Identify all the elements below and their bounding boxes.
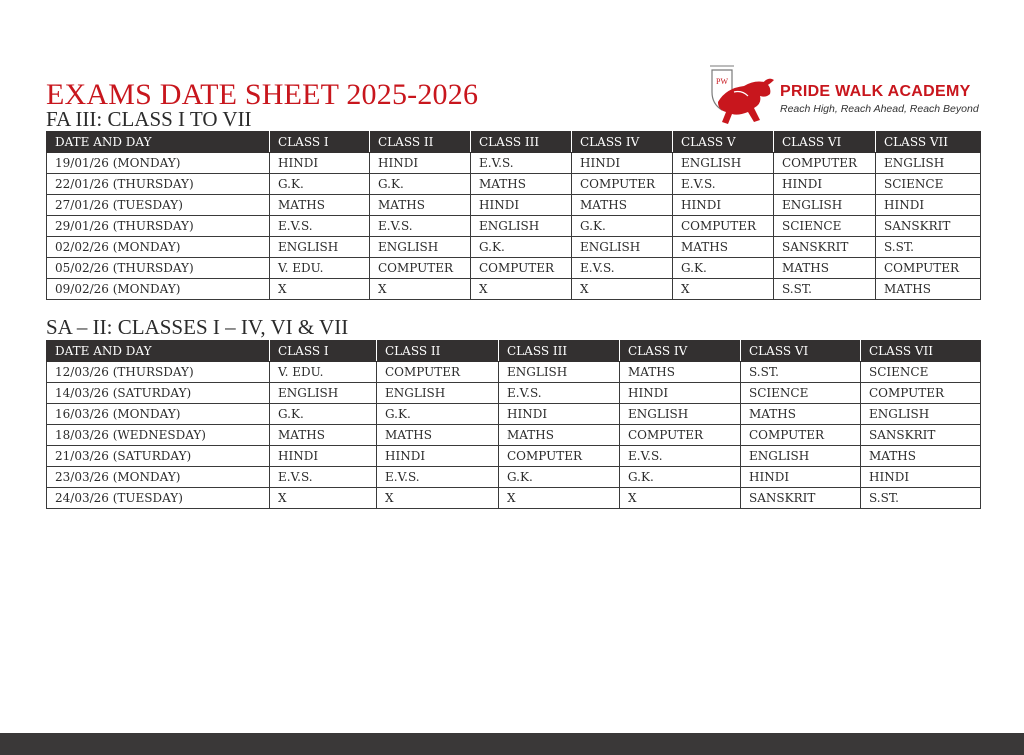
subject-cell: X: [499, 488, 620, 509]
column-header: CLASS II: [377, 341, 499, 362]
subject-cell: G.K.: [270, 404, 377, 425]
date-cell: 12/03/26 (THURSDAY): [47, 362, 270, 383]
date-cell: 27/01/26 (TUESDAY): [47, 195, 270, 216]
subject-cell: SANSKRIT: [741, 488, 861, 509]
subject-cell: COMPUTER: [377, 362, 499, 383]
subject-cell: X: [370, 279, 471, 300]
subject-cell: X: [270, 279, 370, 300]
fa3-section-title: FA III: CLASS I TO VII: [46, 107, 252, 131]
subject-cell: COMPUTER: [861, 383, 981, 404]
subject-cell: ENGLISH: [861, 404, 981, 425]
logo-monogram: PW: [716, 77, 728, 86]
subject-cell: MATHS: [861, 446, 981, 467]
subject-cell: SCIENCE: [861, 362, 981, 383]
subject-cell: G.K.: [673, 258, 774, 279]
sa2-header-row: [47, 341, 981, 362]
fa3-date-sheet-table: [46, 131, 981, 300]
subject-cell: X: [673, 279, 774, 300]
table-row: [47, 404, 981, 425]
subject-cell: MATHS: [673, 237, 774, 258]
subject-cell: G.K.: [471, 237, 572, 258]
subject-cell: E.V.S.: [572, 258, 673, 279]
subject-cell: ENGLISH: [774, 195, 876, 216]
school-tagline: Reach High, Reach Ahead, Reach Beyond: [780, 103, 979, 115]
sa2-section-title: SA – II: CLASSES I – IV, VI & VII: [46, 315, 349, 339]
date-cell: 09/02/26 (MONDAY): [47, 279, 270, 300]
subject-cell: SCIENCE: [741, 383, 861, 404]
subject-cell: E.V.S.: [270, 467, 377, 488]
column-header: CLASS II: [370, 132, 471, 153]
lion-crest-icon: [704, 62, 776, 130]
subject-cell: G.K.: [620, 467, 741, 488]
subject-cell: HINDI: [673, 195, 774, 216]
subject-cell: E.V.S.: [270, 216, 370, 237]
subject-cell: HINDI: [876, 195, 981, 216]
subject-cell: ENGLISH: [876, 153, 981, 174]
subject-cell: HINDI: [270, 153, 370, 174]
subject-cell: ENGLISH: [741, 446, 861, 467]
subject-cell: X: [620, 488, 741, 509]
subject-cell: HINDI: [377, 446, 499, 467]
column-header: CLASS VI: [774, 132, 876, 153]
table-row: [47, 488, 981, 509]
table-row: [47, 362, 981, 383]
date-cell: 05/02/26 (THURSDAY): [47, 258, 270, 279]
subject-cell: COMPUTER: [774, 153, 876, 174]
column-header: DATE AND DAY: [47, 341, 270, 362]
column-header: CLASS I: [270, 132, 370, 153]
subject-cell: G.K.: [572, 216, 673, 237]
subject-cell: COMPUTER: [876, 258, 981, 279]
subject-cell: MATHS: [370, 195, 471, 216]
subject-cell: MATHS: [270, 425, 377, 446]
subject-cell: ENGLISH: [270, 383, 377, 404]
subject-cell: V. EDU.: [270, 362, 377, 383]
subject-cell: COMPUTER: [471, 258, 572, 279]
column-header: CLASS I: [270, 341, 377, 362]
subject-cell: E.V.S.: [471, 153, 572, 174]
subject-cell: HINDI: [499, 404, 620, 425]
table-row: [47, 216, 981, 237]
subject-cell: ENGLISH: [673, 153, 774, 174]
subject-cell: S.ST.: [741, 362, 861, 383]
date-cell: 02/02/26 (MONDAY): [47, 237, 270, 258]
subject-cell: SANSKRIT: [774, 237, 876, 258]
table-row: [47, 425, 981, 446]
subject-cell: COMPUTER: [741, 425, 861, 446]
subject-cell: X: [471, 279, 572, 300]
subject-cell: MATHS: [499, 425, 620, 446]
date-cell: 16/03/26 (MONDAY): [47, 404, 270, 425]
subject-cell: E.V.S.: [620, 446, 741, 467]
subject-cell: HINDI: [471, 195, 572, 216]
subject-cell: COMPUTER: [499, 446, 620, 467]
subject-cell: MATHS: [620, 362, 741, 383]
column-header: CLASS IV: [572, 132, 673, 153]
fa3-header-row: [47, 132, 981, 153]
date-cell: 14/03/26 (SATURDAY): [47, 383, 270, 404]
footer-bar: [0, 733, 1024, 755]
sa2-date-sheet-table: [46, 340, 981, 509]
subject-cell: HINDI: [572, 153, 673, 174]
subject-cell: COMPUTER: [370, 258, 471, 279]
subject-cell: MATHS: [741, 404, 861, 425]
subject-cell: MATHS: [270, 195, 370, 216]
page-title: EXAMS DATE SHEET 2025-2026: [46, 78, 479, 111]
subject-cell: S.ST.: [861, 488, 981, 509]
subject-cell: SCIENCE: [774, 216, 876, 237]
table-row: [47, 174, 981, 195]
subject-cell: COMPUTER: [572, 174, 673, 195]
table-row: [47, 195, 981, 216]
subject-cell: ENGLISH: [572, 237, 673, 258]
table-row: [47, 467, 981, 488]
subject-cell: ENGLISH: [377, 383, 499, 404]
subject-cell: E.V.S.: [499, 383, 620, 404]
subject-cell: E.V.S.: [377, 467, 499, 488]
subject-cell: ENGLISH: [370, 237, 471, 258]
school-name: PRIDE WALK ACADEMY: [780, 83, 971, 100]
subject-cell: G.K.: [377, 404, 499, 425]
table-row: [47, 153, 981, 174]
subject-cell: V. EDU.: [270, 258, 370, 279]
subject-cell: HINDI: [774, 174, 876, 195]
date-cell: 23/03/26 (MONDAY): [47, 467, 270, 488]
column-header: CLASS VII: [861, 341, 981, 362]
subject-cell: HINDI: [370, 153, 471, 174]
subject-cell: X: [572, 279, 673, 300]
column-header: CLASS III: [471, 132, 572, 153]
subject-cell: SANSKRIT: [861, 425, 981, 446]
subject-cell: ENGLISH: [499, 362, 620, 383]
subject-cell: SANSKRIT: [876, 216, 981, 237]
subject-cell: COMPUTER: [620, 425, 741, 446]
table-row: [47, 383, 981, 404]
column-header: CLASS III: [499, 341, 620, 362]
subject-cell: MATHS: [377, 425, 499, 446]
date-cell: 19/01/26 (MONDAY): [47, 153, 270, 174]
column-header: CLASS VII: [876, 132, 981, 153]
subject-cell: G.K.: [499, 467, 620, 488]
table-row: [47, 279, 981, 300]
table-row: [47, 237, 981, 258]
subject-cell: E.V.S.: [370, 216, 471, 237]
column-header: CLASS VI: [741, 341, 861, 362]
table-row: [47, 258, 981, 279]
column-header: DATE AND DAY: [47, 132, 270, 153]
subject-cell: ENGLISH: [471, 216, 572, 237]
date-cell: 21/03/26 (SATURDAY): [47, 446, 270, 467]
date-cell: 24/03/26 (TUESDAY): [47, 488, 270, 509]
subject-cell: MATHS: [774, 258, 876, 279]
subject-cell: COMPUTER: [673, 216, 774, 237]
subject-cell: ENGLISH: [620, 404, 741, 425]
date-cell: 29/01/26 (THURSDAY): [47, 216, 270, 237]
school-logo: [704, 62, 994, 130]
subject-cell: G.K.: [370, 174, 471, 195]
subject-cell: S.ST.: [774, 279, 876, 300]
subject-cell: E.V.S.: [673, 174, 774, 195]
subject-cell: ENGLISH: [270, 237, 370, 258]
subject-cell: HINDI: [861, 467, 981, 488]
subject-cell: MATHS: [572, 195, 673, 216]
subject-cell: MATHS: [471, 174, 572, 195]
subject-cell: MATHS: [876, 279, 981, 300]
subject-cell: HINDI: [620, 383, 741, 404]
subject-cell: HINDI: [741, 467, 861, 488]
date-cell: 22/01/26 (THURSDAY): [47, 174, 270, 195]
subject-cell: SCIENCE: [876, 174, 981, 195]
subject-cell: X: [377, 488, 499, 509]
subject-cell: X: [270, 488, 377, 509]
subject-cell: G.K.: [270, 174, 370, 195]
subject-cell: HINDI: [270, 446, 377, 467]
column-header: CLASS V: [673, 132, 774, 153]
date-cell: 18/03/26 (WEDNESDAY): [47, 425, 270, 446]
table-row: [47, 446, 981, 467]
subject-cell: S.ST.: [876, 237, 981, 258]
column-header: CLASS IV: [620, 341, 741, 362]
